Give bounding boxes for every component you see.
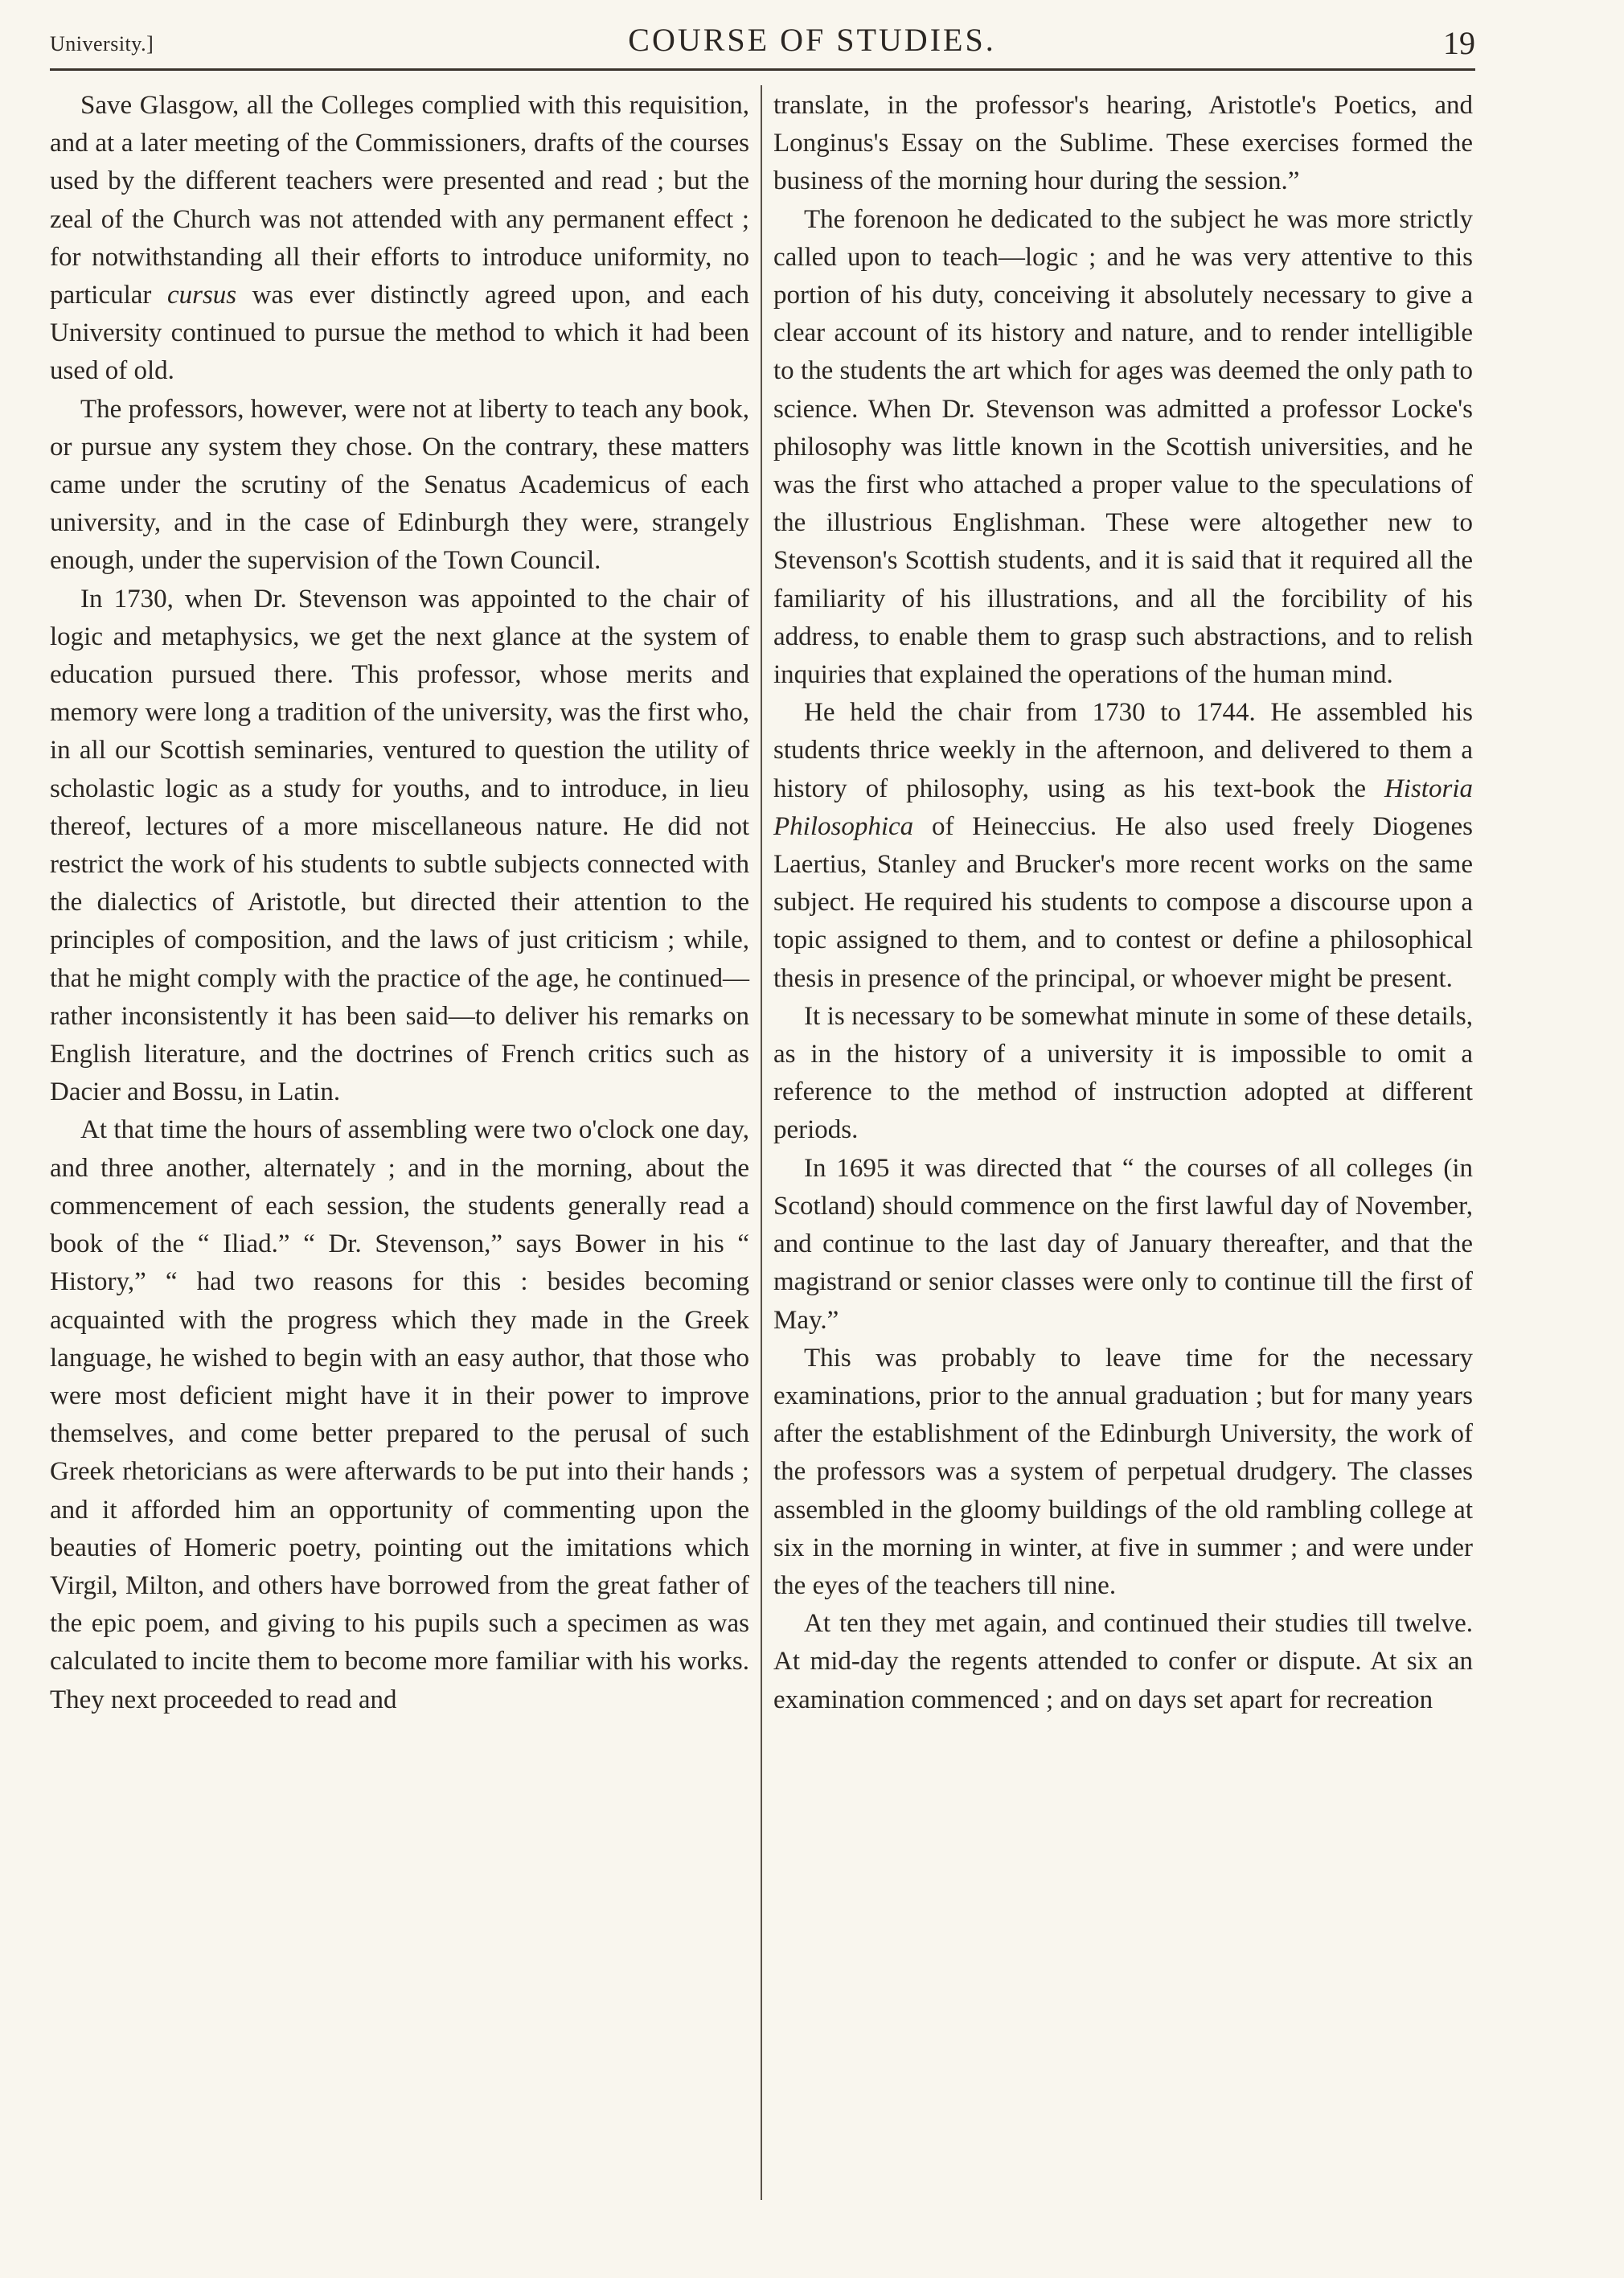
paragraph: At that time the hours of assembling were two o'clock one day, and three another, alternately ; and in the morning, about the commencement of each session, the students generally read a book of the “ Iliad.” “ Dr. Stevenson,” says Bower in his “ History,” “ had two reasons for this : besides becoming acquainted with the progress which they made in the Greek language, he wished to begin with an easy author, that those who were most deficient might have it in their power to improve themselves, and come better prepared to the perusal of such Greek rhetoricians as were afterwards to be put into their hands ; and it afforded him an opportunity of commenting upon the beauties of Homeric poetry, pointing out the imitations which Virgil, Milton, and others have borrowed from the great father of the epic poem, and giving to his pupils such a specimen as was calculated to incite them to become more familiar with his works. They next proceeded to read and bbox=[50, 1115, 749, 1714]
paragraph: At ten they met again, and continued their studies till twelve. At mid-day the regents attended to confer or dispute. At six an examination commenced ; and on days set apart for recreation bbox=[773, 1609, 1473, 1714]
header-rule bbox=[50, 68, 1475, 71]
paragraph: It is necessary to be somewhat minute in some of these details, as in the history of a university it is impossible to omit a reference to the method of instruction adopted at different periods. bbox=[773, 1001, 1473, 1145]
paragraph: In 1730, when Dr. Stevenson was appointed to the chair of logic and metaphysics, we get the next glance at the system of education pursued there. This professor, whose merits and memory were long a tradition of the university, was the first who, in all our Scottish seminaries, ventured to question the utility of scholastic logic as a study for youths, and to introduce, in lieu thereof, lectures of a more miscellaneous nature. He did not restrict the work of his students to subtle subjects connected with the dialectics of Aristotle, but directed their attention to the principles of composition, and the laws of just criticism ; while, that he might comply with the practice of the age, he continued—rather inconsistently it has been said—to deliver his remarks on English literature, and the doctrines of French critics such as Dacier and Bossu, in Latin. bbox=[50, 584, 749, 1107]
right-column bbox=[773, 87, 1473, 1719]
page-header bbox=[0, 0, 1624, 72]
running-head-left: University.] bbox=[50, 32, 154, 55]
left-column bbox=[50, 87, 749, 1719]
paragraph: He held the chair from 1730 to 1744. He assembled his students thrice weekly in the afternoon, and delivered to them a history of philosophy, using as his text-book the Historia Philosophica of Heineccius. He also used freely Diogenes Laertius, Stanley and Brucker's more recent works on the same subject. He required his students to compose a discourse upon a topic assigned to them, and to contest or define a philosophical thesis in presence of the principal, or whoever might be present. bbox=[773, 698, 1473, 993]
paragraph: The professors, however, were not at liberty to teach any book, or pursue any system they chose. On the contrary, these matters came under the scrutiny of the Senatus Academicus of each university, and in the case of Edinburgh they were, strangely enough, under the supervision of the Town Council. bbox=[50, 394, 749, 576]
column-divider bbox=[761, 85, 762, 2200]
paragraph: The forenoon he dedicated to the subject he was more strictly called upon to teach—logic ; and he was very attentive to this portion of his duty, conceiving it absolutely necessary to give a clear account of its history and nature, and to render intelligible to the students the art which for ages was deemed the only path to science. When Dr. Stevenson was admitted a professor Locke's philosophy was little known in the Scottish universities, and he was the first who attached a proper value to the speculations of the illustrious Englishman. These were altogether new to Stevenson's Scottish students, and it is said that it required all the familiarity of his illustrations, and all the forcibility of his address, to enable them to grasp such abstractions, and to relish inquiries that explained the operations of the human mind. bbox=[773, 204, 1473, 690]
paragraph: In 1695 it was directed that “ the courses of all colleges (in Scotland) should commence on the first lawful day of November, and continue to the last day of January thereafter, and that the magistrand or senior classes were only to continue till the first of May.” bbox=[773, 1153, 1473, 1335]
italic-term: cursus bbox=[166, 281, 237, 310]
italic-term: Historia Philosophica bbox=[773, 774, 1473, 841]
paragraph: This was probably to leave time for the necessary examinations, prior to the annual graduation ; but for many years after the establishment of the Edinburgh University, the work of the professors was a system of perpetual drudgery. The classes assembled in the gloomy buildings of the old rambling college at six in the morning in winter, at five in summer ; and were under the eyes of the teachers till nine. bbox=[773, 1343, 1473, 1600]
page-number: 19 bbox=[1443, 25, 1475, 61]
paragraph-continued: translate, in the professor's hearing, Aristotle's Poetics, and Longinus's Essay on the Sublime. These exercises formed the business of the morning hour during the session.” bbox=[773, 91, 1473, 196]
running-title: COURSE OF STUDIES. bbox=[628, 22, 996, 58]
paragraph: Save Glasgow, all the Colleges complied with this requisition, and at a later meeting of the Commissioners, drafts of the courses used by the different teachers were presented and read ; but the zeal of the Church was not attended with any permanent effect ; for notwithstanding all their efforts to introduce uniformity, no particular cursus was ever distinctly agreed upon, and each University continued to pursue the method to which it had been used of old. bbox=[50, 91, 749, 386]
